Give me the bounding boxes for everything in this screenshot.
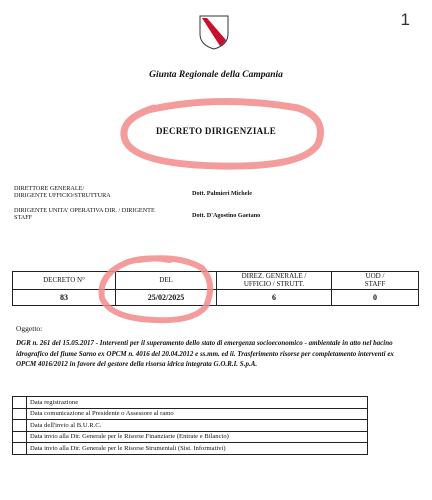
regione-campania-emblem-icon	[198, 14, 230, 50]
checklist-label: Data invio alla Dir. Generale per le Risorse Strumentali (Sist. Informativi)	[27, 443, 368, 455]
checklist-row	[13, 408, 368, 420]
checklist-row	[13, 443, 368, 455]
checklist-label: Data invio alla Dir. Generale per le Risorse Finanziarie (Entrate e Bilancio)	[27, 431, 368, 443]
checklist-row	[13, 431, 368, 443]
role-label-dirigente: DIRIGENTE UNITA' OPERATIVA DIR. / DIRIGENTE STAFF	[14, 207, 155, 222]
title-highlight-circle	[118, 98, 328, 170]
value-del-date: 25/02/2025	[116, 290, 217, 306]
header-decreto-numero: DECRETO N°	[13, 272, 116, 290]
checklist-label: Data dell'invio al B.U.R.C.	[27, 420, 368, 432]
value-direz-generale: 6	[217, 290, 332, 306]
subject-label: Oggetto:	[16, 324, 43, 333]
header-uod-staff: UOD / STAFF	[332, 272, 419, 290]
header-direz-generale: DIREZ. GENERALE / UFFICIO / STRUTT.	[217, 272, 332, 290]
giunta-title: Giunta Regionale della Campania	[149, 70, 283, 80]
page-number: 1	[400, 10, 410, 29]
checklist-row	[13, 397, 368, 409]
role-name-direttore: Dott. Palmieri Michele	[192, 190, 252, 197]
value-uod-staff: 0	[332, 290, 419, 306]
checklist-checkbox[interactable]	[13, 443, 27, 455]
checklist-checkbox[interactable]	[13, 397, 27, 409]
checklist-checkbox[interactable]	[13, 431, 27, 443]
role-name-dirigente: Dott. D'Agostino Gaetano	[192, 212, 261, 219]
header-del: DEL	[116, 272, 217, 290]
document-type-title: DECRETO DIRIGENZIALE	[155, 126, 277, 136]
value-decreto-numero: 83	[13, 290, 116, 306]
subject-text: DGR n. 261 del 15.05.2017 - Interventi per il superamento dello stato di emergenza socioeconomico - ambientale in atto nel bacino idrografico del fiume Sarno ex OPCM n. 4016 del 20.04.2012 e ss.mm. ed ii. Trasferimento risorse per completamento interventi ex OPCM 4016/2012 in favore del gestore della risorsa idrica integrata G.O.R.I. S.p.A.	[16, 339, 394, 368]
checklist-checkbox[interactable]	[13, 408, 27, 420]
role-label-direttore: DIRETTORE GENERALE/ DIRIGENTE UFFICIO/STRUTTURA	[14, 185, 111, 200]
checklist-row	[13, 420, 368, 432]
registration-checklist	[12, 396, 368, 455]
date-highlight-circle	[98, 254, 216, 324]
checklist-label: Data registrazione	[27, 397, 368, 409]
checklist-checkbox[interactable]	[13, 420, 27, 432]
checklist-label: Data comunicazione al Presidente o Assessore al ramo	[27, 408, 368, 420]
